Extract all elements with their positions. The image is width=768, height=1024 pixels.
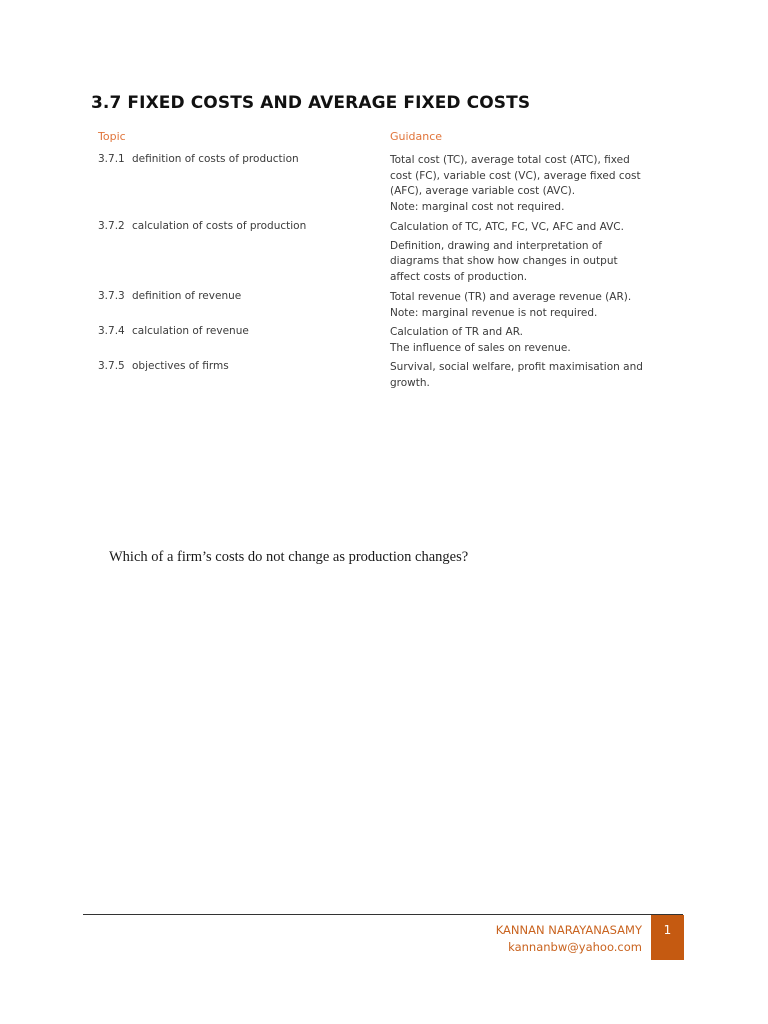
guidance-text xyxy=(390,220,645,285)
guidance-line: Note: marginal cost not required. xyxy=(390,200,565,213)
footer-email: kannanbw@yahoo.com xyxy=(508,940,642,954)
question-text: Which of a firm’s costs do not change as production changes? xyxy=(109,549,469,565)
guidance-line: Total cost (TC), average total cost (ATC), fixed cost (FC), variable cost (VC), average fixed cost (AFC), average variable cost (AVC). xyxy=(390,154,641,197)
topic-name: definition of revenue xyxy=(132,290,242,302)
guidance-line: Definition, drawing and interpretation of diagrams that show how changes in output affect costs of production. xyxy=(390,239,618,283)
section-heading: 3.7 FIXED COSTS AND AVERAGE FIXED COSTS xyxy=(91,93,531,113)
guidance-line: Survival, social welfare, profit maximisation and growth. xyxy=(390,361,643,389)
syllabus-table xyxy=(88,122,648,402)
page-number-badge xyxy=(651,915,684,960)
footer-author-block xyxy=(496,922,642,956)
guidance-line: The influence of sales on revenue. xyxy=(390,341,571,354)
page-number: 1 xyxy=(663,923,672,937)
topic-name: calculation of costs of production xyxy=(132,220,307,232)
footer-divider xyxy=(83,914,683,915)
footer-author: KANNAN NARAYANASAMY xyxy=(495,923,642,937)
guidance-text xyxy=(390,290,645,321)
guidance-text xyxy=(390,360,645,391)
guidance-line: Calculation of TC, ATC, FC, VC, AFC and AVC. xyxy=(390,221,624,233)
topic-number: 3.7.1 xyxy=(98,153,125,165)
topic-number: 3.7.2 xyxy=(98,220,125,232)
topic-column-header: Topic xyxy=(98,130,126,143)
topic-number: 3.7.4 xyxy=(98,325,125,337)
guidance-line: Calculation of TR and AR. xyxy=(390,326,523,338)
topic-name: definition of costs of production xyxy=(132,153,299,165)
guidance-column-header: Guidance xyxy=(390,130,443,143)
guidance-line: Total revenue (TR) and average revenue (AR). xyxy=(390,291,632,303)
guidance-text xyxy=(390,325,645,356)
guidance-line: Note: marginal revenue is not required. xyxy=(390,306,598,319)
topic-number: 3.7.3 xyxy=(98,290,125,302)
topic-number: 3.7.5 xyxy=(98,360,125,372)
guidance-text xyxy=(390,153,645,215)
topic-name: calculation of revenue xyxy=(132,325,249,337)
topic-name: objectives of firms xyxy=(132,360,229,372)
